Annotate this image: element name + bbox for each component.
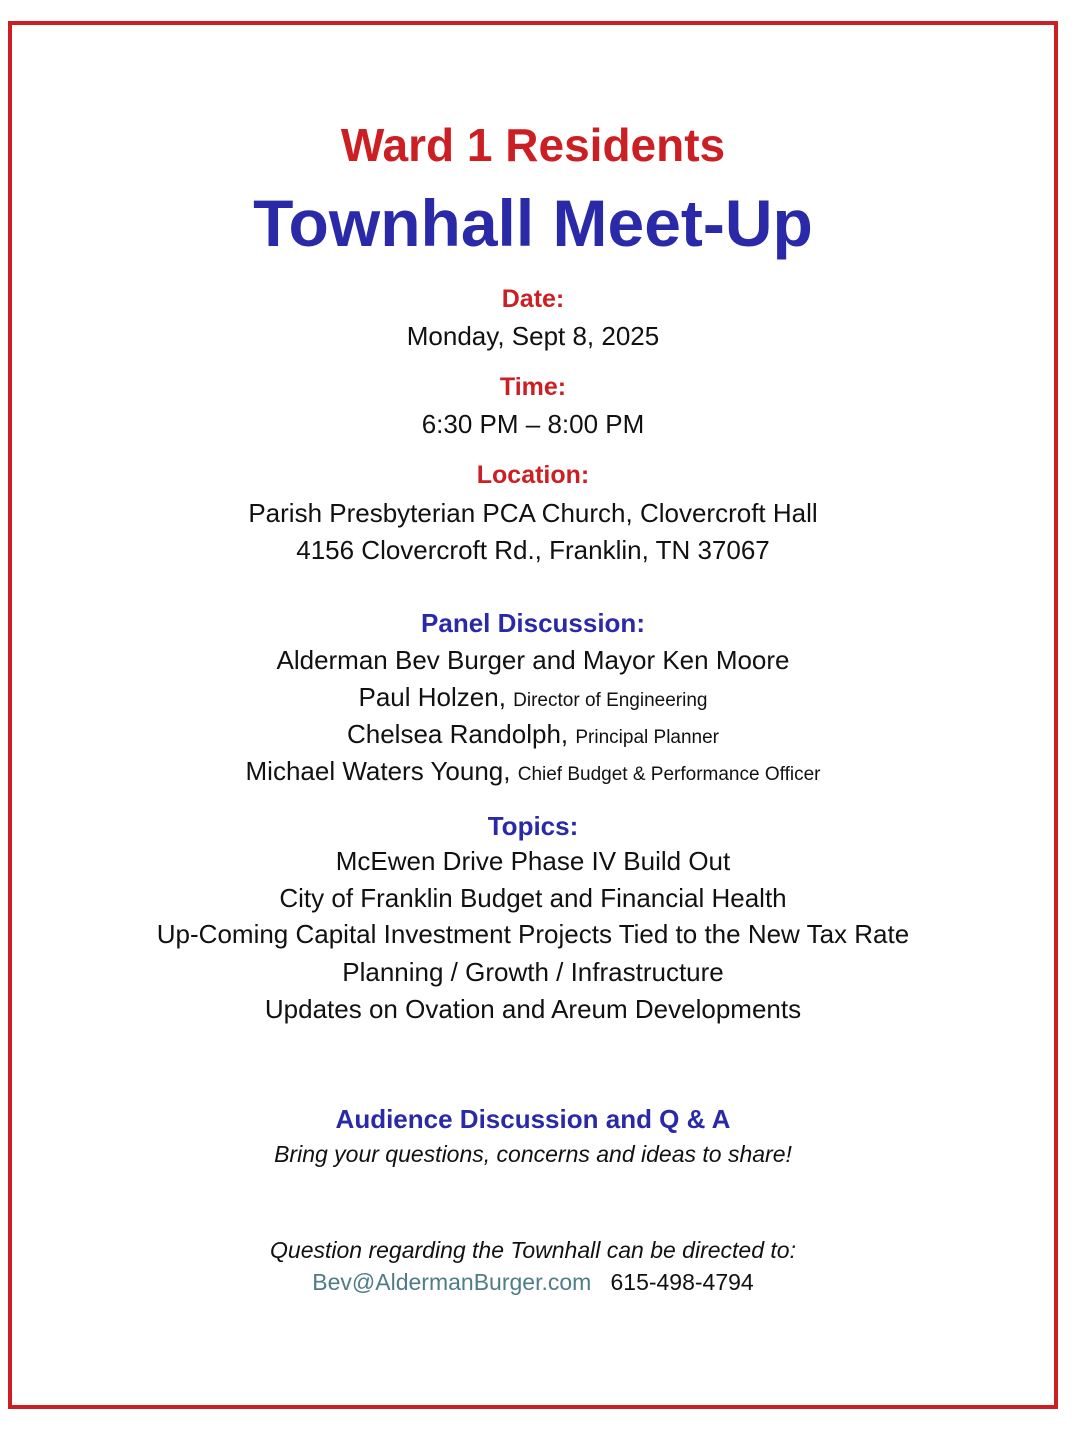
date-value: Monday, Sept 8, 2025 — [406, 321, 660, 351]
topics-label: Topics: — [487, 811, 579, 841]
panel-member-name: Paul Holzen, — [358, 682, 506, 712]
panel-member — [12, 682, 1054, 713]
audience-label: Audience Discussion and Q & A — [335, 1104, 731, 1134]
location-address: 4156 Clovercroft Rd., Franklin, TN 37067 — [296, 535, 770, 565]
topic-item: Planning / Growth / Infrastructure — [342, 957, 724, 987]
panel-member-name: Chelsea Randolph, — [346, 719, 569, 749]
date-label: Date: — [501, 285, 565, 313]
contact-phone: 615-498-4794 — [610, 1269, 754, 1295]
time-label: Time: — [499, 373, 567, 401]
panel-member-role: Chief Budget & Performance Officer — [517, 764, 821, 785]
panel-label: Panel Discussion: — [421, 608, 645, 638]
panel-member-name: Michael Waters Young, — [245, 756, 511, 786]
contact-intro: Question regarding the Townhall can be directed to: — [270, 1237, 796, 1263]
topic-item: Up-Coming Capital Investment Projects Tied to the New Tax Rate — [156, 919, 910, 949]
panel-member — [12, 719, 1054, 750]
time-value: 6:30 PM – 8:00 PM — [421, 409, 645, 439]
event-title: Townhall Meet-Up — [253, 186, 813, 260]
panel-lead: Alderman Bev Burger and Mayor Ken Moore — [276, 645, 790, 675]
contact-email-link[interactable]: Bev@AldermanBurger.com — [312, 1269, 592, 1295]
panel-member-role: Principal Planner — [575, 727, 720, 748]
ward-title: Ward 1 Residents — [340, 119, 726, 171]
audience-subtitle: Bring your questions, concerns and ideas to share! — [274, 1141, 792, 1167]
location-label: Location: — [476, 461, 590, 489]
panel-member-role: Director of Engineering — [513, 690, 708, 711]
topic-item: McEwen Drive Phase IV Build Out — [335, 846, 731, 876]
contact-line — [12, 1269, 1054, 1296]
panel-member — [12, 756, 1054, 787]
location-venue: Parish Presbyterian PCA Church, Clovercroft Hall — [248, 498, 818, 528]
topic-item: Updates on Ovation and Areum Developments — [264, 994, 802, 1024]
topic-item: City of Franklin Budget and Financial Health — [279, 883, 787, 913]
